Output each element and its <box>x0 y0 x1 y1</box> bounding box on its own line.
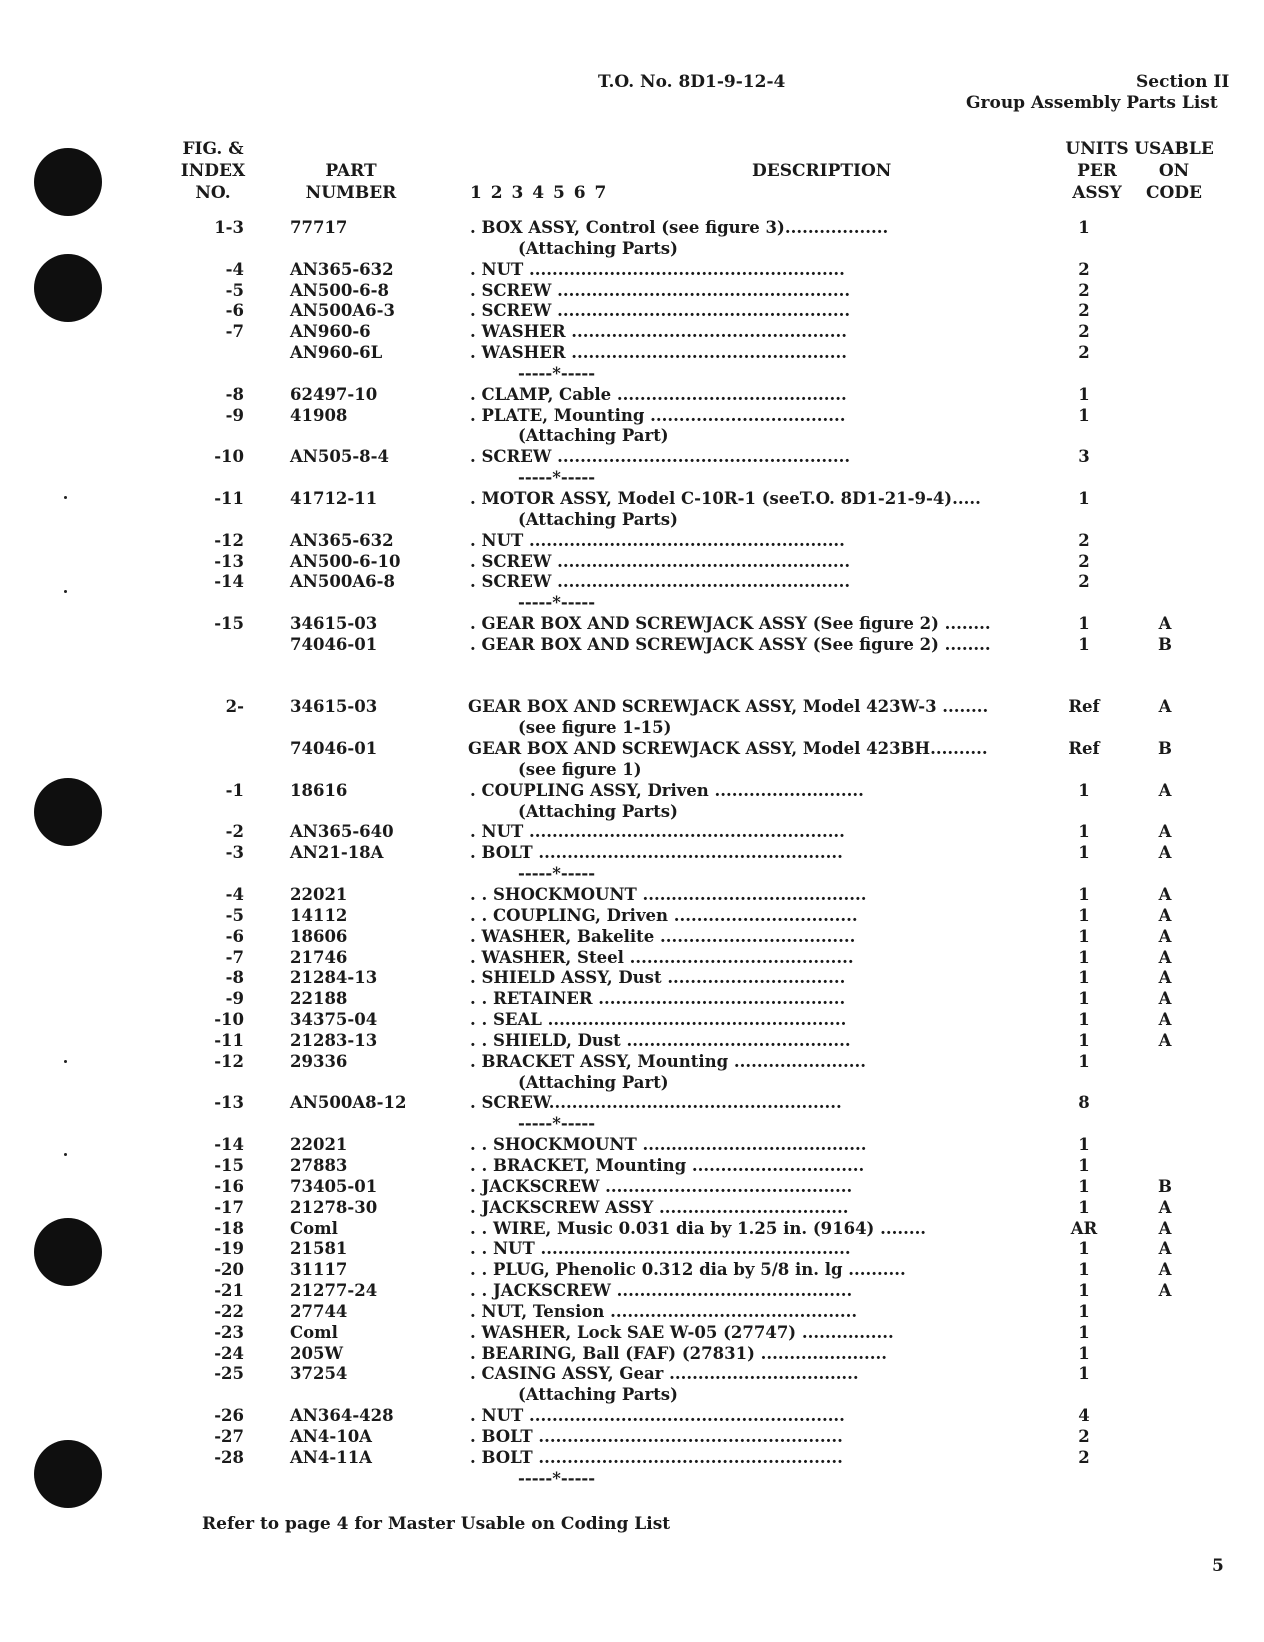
table-row <box>0 468 1264 489</box>
units-per-assy-cell: 1 <box>1078 634 1090 654</box>
table-row <box>0 885 1264 906</box>
description-cell: -----*----- <box>518 1114 596 1134</box>
description-cell: . WASHER, Steel ....................................... <box>470 947 854 967</box>
fig-index-cell: -19 <box>214 1239 244 1259</box>
table-row <box>0 1239 1264 1260</box>
usable-on-code-cell: A <box>1158 1010 1172 1030</box>
description-cell: . . SHOCKMOUNT ....................................... <box>470 1135 867 1155</box>
col-header-line: NO. <box>195 183 231 203</box>
fig-index-cell: -7 <box>225 322 244 342</box>
part-number-cell: 34375-04 <box>290 1010 378 1030</box>
table-row <box>0 1177 1264 1198</box>
description-cell: (see figure 1-15) <box>518 718 672 738</box>
part-number-cell: AN500A6-8 <box>290 572 395 592</box>
fig-index-cell: -9 <box>225 989 244 1009</box>
usable-on-code-cell: A <box>1158 926 1172 946</box>
units-per-assy-cell: 1 <box>1078 405 1090 425</box>
part-number-cell: AN500-6-10 <box>290 551 401 571</box>
description-cell: -----*----- <box>518 363 596 383</box>
usable-on-code-cell: B <box>1158 1176 1172 1196</box>
page-subtitle: Group Assembly Parts List <box>966 93 1218 113</box>
description-cell: . BOX ASSY, Control (see figure 3).................. <box>470 218 889 237</box>
table-row <box>0 1219 1264 1240</box>
description-cell: . COUPLING ASSY, Driven .......................... <box>470 780 864 800</box>
fig-index-cell: -4 <box>225 259 244 279</box>
units-per-assy-cell: 2 <box>1078 259 1090 279</box>
part-number-cell: 21278-30 <box>290 1197 378 1217</box>
table-row <box>0 239 1264 260</box>
description-cell: (Attaching Parts) <box>518 238 678 258</box>
part-number-cell: AN365-640 <box>290 822 394 842</box>
usable-on-code-cell: A <box>1158 780 1172 800</box>
fig-index-cell: 2- <box>225 697 244 717</box>
table-row <box>0 572 1264 593</box>
fig-index-cell: -5 <box>225 280 244 300</box>
col-header-indent-levels: 1 2 3 4 5 6 7 <box>470 183 607 203</box>
fig-index-cell: -12 <box>214 1051 244 1071</box>
description-cell: . BEARING, Ball (FAF) (27831) ...................... <box>470 1343 887 1363</box>
units-per-assy-cell: 2 <box>1078 343 1090 363</box>
part-number-cell: 74046-01 <box>290 634 378 654</box>
col-header-fig-index <box>176 138 250 204</box>
table-row <box>0 1073 1264 1094</box>
usable-on-code-cell: A <box>1158 697 1172 717</box>
fig-index-cell: 1-3 <box>214 218 244 237</box>
units-per-assy-cell: 1 <box>1078 1197 1090 1217</box>
table-row <box>0 927 1264 948</box>
col-header-line: ASSY <box>1072 183 1122 203</box>
units-per-assy-cell: Ref <box>1068 697 1100 717</box>
usable-on-code-cell: A <box>1158 1239 1172 1259</box>
table-row <box>0 1281 1264 1302</box>
part-number-cell: 37254 <box>290 1364 348 1384</box>
part-number-cell: 27744 <box>290 1301 348 1321</box>
parts-list <box>0 218 1264 1489</box>
fig-index-cell: -18 <box>214 1218 244 1238</box>
description-cell: . BRACKET ASSY, Mounting ....................... <box>470 1051 866 1071</box>
table-row <box>0 843 1264 864</box>
fig-index-cell: -27 <box>214 1426 244 1446</box>
table-row <box>0 301 1264 322</box>
part-number-cell: AN960-6 <box>290 322 371 342</box>
description-cell: (Attaching Part) <box>518 1072 669 1092</box>
table-row <box>0 1114 1264 1135</box>
part-number-cell: AN500A6-3 <box>290 301 395 321</box>
table-row <box>0 1135 1264 1156</box>
usable-on-code-cell: A <box>1158 1218 1172 1238</box>
part-number-cell: AN365-632 <box>290 259 394 279</box>
description-cell: GEAR BOX AND SCREWJACK ASSY, Model 423W-3 ........ <box>468 697 989 717</box>
description-cell: . . COUPLING, Driven ................................ <box>470 905 858 925</box>
part-number-cell: 31117 <box>290 1260 348 1280</box>
table-row <box>0 447 1264 468</box>
table-row <box>0 1010 1264 1031</box>
table-row <box>0 281 1264 302</box>
description-cell: . NUT, Tension ........................................... <box>470 1301 858 1321</box>
table-row <box>0 802 1264 823</box>
table-row <box>0 322 1264 343</box>
table-row <box>0 822 1264 843</box>
section-label: Section II <box>1136 72 1230 92</box>
table-row <box>0 1406 1264 1427</box>
table-row <box>0 718 1264 739</box>
fig-index-cell: -22 <box>214 1301 244 1321</box>
usable-on-code-cell: A <box>1158 989 1172 1009</box>
col-header-usable-on-code <box>1134 138 1214 204</box>
fig-index-cell: -11 <box>214 1030 244 1050</box>
col-header-line: PART <box>325 161 377 181</box>
units-per-assy-cell: 2 <box>1078 301 1090 321</box>
table-row <box>0 635 1264 656</box>
description-cell: . CASING ASSY, Gear ................................. <box>470 1364 859 1384</box>
usable-on-code-cell: A <box>1158 1030 1172 1050</box>
col-header-line: FIG. & <box>182 139 244 159</box>
description-cell: -----*----- <box>518 593 596 613</box>
fig-index-cell: -13 <box>214 551 244 571</box>
description-cell: . . BRACKET, Mounting .............................. <box>470 1155 865 1175</box>
table-row <box>0 760 1264 781</box>
description-cell: . JACKSCREW ASSY ................................. <box>470 1197 849 1217</box>
fig-index-cell: -7 <box>225 947 244 967</box>
table-row <box>0 426 1264 447</box>
fig-index-cell: -13 <box>214 1093 244 1113</box>
part-number-cell: 22021 <box>290 885 348 904</box>
fig-index-cell: -15 <box>214 614 244 634</box>
description-cell: . . NUT ...................................................... <box>470 1239 851 1259</box>
usable-on-code-cell: A <box>1158 1197 1172 1217</box>
units-per-assy-cell: 1 <box>1078 614 1090 634</box>
description-cell: -----*----- <box>518 1468 596 1488</box>
description-cell: -----*----- <box>518 468 596 488</box>
description-cell: . . WIRE, Music 0.031 dia by 1.25 in. (9164) ........ <box>470 1218 927 1238</box>
part-number-cell: AN4-11A <box>290 1447 372 1467</box>
description-cell: . NUT ....................................................... <box>470 530 845 550</box>
part-number-cell: 41908 <box>290 405 348 425</box>
description-cell: . WASHER ................................................ <box>470 343 848 363</box>
part-number-cell: 77717 <box>290 218 348 237</box>
fig-index-cell: -21 <box>214 1281 244 1301</box>
part-number-cell: AN500A8-12 <box>290 1093 407 1113</box>
description-cell: . NUT ....................................................... <box>470 259 845 279</box>
fig-index-cell: -3 <box>225 843 244 863</box>
table-row <box>0 510 1264 531</box>
units-per-assy-cell: 1 <box>1078 885 1090 904</box>
col-header-description: DESCRIPTION <box>752 161 892 181</box>
table-row <box>0 552 1264 573</box>
description-cell: . . SHOCKMOUNT ....................................... <box>470 885 867 904</box>
units-per-assy-cell: 1 <box>1078 822 1090 842</box>
units-per-assy-cell: 2 <box>1078 322 1090 342</box>
part-number-cell: 21284-13 <box>290 968 378 988</box>
units-per-assy-cell: 2 <box>1078 1447 1090 1467</box>
table-row <box>0 864 1264 885</box>
table-row <box>0 1052 1264 1073</box>
description-cell: . NUT ....................................................... <box>470 1406 845 1426</box>
usable-on-code-cell: A <box>1158 968 1172 988</box>
fig-index-cell: -24 <box>214 1343 244 1363</box>
part-number-cell: 34615-03 <box>290 614 378 634</box>
description-cell: (Attaching Parts) <box>518 1385 678 1405</box>
part-number-cell: 21283-13 <box>290 1030 378 1050</box>
usable-on-code-cell: B <box>1158 634 1172 654</box>
fig-index-cell: -8 <box>225 968 244 988</box>
table-row <box>0 1469 1264 1490</box>
table-row <box>0 1302 1264 1323</box>
units-per-assy-cell: 1 <box>1078 843 1090 863</box>
col-header-line: USABLE <box>1134 139 1214 159</box>
units-per-assy-cell: 1 <box>1078 1030 1090 1050</box>
fig-index-cell: -25 <box>214 1364 244 1384</box>
units-per-assy-cell: 1 <box>1078 1135 1090 1155</box>
description-cell: . BOLT ..................................................... <box>470 843 843 863</box>
description-cell: . SHIELD ASSY, Dust ............................... <box>470 968 846 988</box>
units-per-assy-cell: 1 <box>1078 989 1090 1009</box>
units-per-assy-cell: 4 <box>1078 1406 1090 1426</box>
part-number-cell: 29336 <box>290 1051 348 1071</box>
description-cell: . . PLUG, Phenolic 0.312 dia by 5/8 in. lg .......... <box>470 1260 906 1280</box>
table-row <box>0 343 1264 364</box>
description-cell: . . JACKSCREW ......................................... <box>470 1281 853 1301</box>
table-row <box>0 1031 1264 1052</box>
col-header-part-number <box>296 160 406 204</box>
description-cell: . WASHER ................................................ <box>470 322 848 342</box>
part-number-cell: 74046-01 <box>290 739 378 759</box>
table-row <box>0 260 1264 281</box>
table-row <box>0 593 1264 614</box>
fig-index-cell: -15 <box>214 1155 244 1175</box>
part-number-cell: 22188 <box>290 989 348 1009</box>
fig-index-cell: -10 <box>214 1010 244 1030</box>
units-per-assy-cell: AR <box>1070 1218 1098 1238</box>
fig-index-cell: -20 <box>214 1260 244 1280</box>
units-per-assy-cell: 1 <box>1078 905 1090 925</box>
description-cell: (Attaching Parts) <box>518 801 678 821</box>
units-per-assy-cell: 1 <box>1078 968 1090 988</box>
col-header-line: NUMBER <box>305 183 397 203</box>
binder-hole-1 <box>34 148 102 216</box>
part-number-cell: 21277-24 <box>290 1281 378 1301</box>
units-per-assy-cell: 1 <box>1078 1260 1090 1280</box>
fig-index-cell: -16 <box>214 1176 244 1196</box>
part-number-cell: AN505-8-4 <box>290 447 389 467</box>
fig-index-cell: -17 <box>214 1197 244 1217</box>
units-per-assy-cell: 1 <box>1078 218 1090 237</box>
usable-on-code-cell: A <box>1158 905 1172 925</box>
part-number-cell: AN960-6L <box>290 343 383 363</box>
units-per-assy-cell: 1 <box>1078 1051 1090 1071</box>
part-number-cell: 34615-03 <box>290 697 378 717</box>
units-per-assy-cell: 2 <box>1078 280 1090 300</box>
part-number-cell: AN500-6-8 <box>290 280 389 300</box>
description-cell: . NUT ....................................................... <box>470 822 845 842</box>
table-row <box>0 1198 1264 1219</box>
description-cell: . . SHIELD, Dust ....................................... <box>470 1030 851 1050</box>
part-number-cell: AN4-10A <box>290 1426 372 1446</box>
description-cell: . SCREW ................................................... <box>470 447 851 467</box>
units-per-assy-cell: 1 <box>1078 1239 1090 1259</box>
table-row <box>0 531 1264 552</box>
table-row <box>0 781 1264 802</box>
units-per-assy-cell: 2 <box>1078 530 1090 550</box>
fig-index-cell: -5 <box>225 905 244 925</box>
units-per-assy-cell: 1 <box>1078 384 1090 404</box>
fig-index-cell: -6 <box>225 926 244 946</box>
fig-index-cell: -4 <box>225 885 244 904</box>
part-number-cell: 21746 <box>290 947 348 967</box>
table-row <box>0 906 1264 927</box>
units-per-assy-cell: 1 <box>1078 947 1090 967</box>
to-number: T.O. No. 8D1-9-12-4 <box>598 72 786 92</box>
description-cell: (Attaching Part) <box>518 426 669 446</box>
units-per-assy-cell: 1 <box>1078 1155 1090 1175</box>
usable-on-code-cell: A <box>1158 822 1172 842</box>
part-number-cell: 22021 <box>290 1135 348 1155</box>
page-number: 5 <box>1212 1556 1224 1576</box>
table-row <box>0 697 1264 718</box>
units-per-assy-cell: 2 <box>1078 572 1090 592</box>
fig-index-cell: -11 <box>214 488 244 508</box>
part-number-cell: 18606 <box>290 926 348 946</box>
table-row <box>0 968 1264 989</box>
description-cell: . CLAMP, Cable ........................................ <box>470 384 847 404</box>
fig-index-cell: -14 <box>214 1135 244 1155</box>
description-cell: . . RETAINER ........................................... <box>470 989 846 1009</box>
units-per-assy-cell: 1 <box>1078 1010 1090 1030</box>
units-per-assy-cell: Ref <box>1068 739 1100 759</box>
description-cell: . WASHER, Lock SAE W-05 (27747) ................ <box>470 1322 894 1342</box>
fig-index-cell: -23 <box>214 1322 244 1342</box>
table-row <box>0 614 1264 635</box>
fig-index-cell: -1 <box>225 780 244 800</box>
usable-on-code-cell: A <box>1158 885 1172 904</box>
description-cell: . SCREW ................................................... <box>470 572 851 592</box>
usable-on-code-cell: A <box>1158 1260 1172 1280</box>
description-cell: . SCREW................................................... <box>470 1093 842 1113</box>
description-cell: -----*----- <box>518 864 596 884</box>
units-per-assy-cell: 1 <box>1078 1343 1090 1363</box>
units-per-assy-cell: 1 <box>1078 1281 1090 1301</box>
description-cell: . WASHER, Bakelite .................................. <box>470 926 856 946</box>
table-row <box>0 1364 1264 1385</box>
table-row <box>0 1156 1264 1177</box>
table-row <box>0 948 1264 969</box>
part-number-cell: 14112 <box>290 905 348 925</box>
col-header-line: PER <box>1077 161 1117 181</box>
table-row <box>0 489 1264 510</box>
units-per-assy-cell: 1 <box>1078 926 1090 946</box>
fig-index-cell: -6 <box>225 301 244 321</box>
fig-index-cell: -12 <box>214 530 244 550</box>
table-row <box>0 1385 1264 1406</box>
usable-on-code-cell: A <box>1158 1281 1172 1301</box>
units-per-assy-cell: 1 <box>1078 1364 1090 1384</box>
description-cell: GEAR BOX AND SCREWJACK ASSY, Model 423BH.......... <box>468 739 988 759</box>
units-per-assy-cell: 1 <box>1078 1176 1090 1196</box>
part-number-cell: 62497-10 <box>290 384 378 404</box>
fig-index-cell: -28 <box>214 1447 244 1467</box>
description-cell: (see figure 1) <box>518 759 642 779</box>
part-number-cell: Coml <box>290 1218 338 1238</box>
description-cell: . MOTOR ASSY, Model C-10R-1 (seeT.O. 8D1-21-9-4)..... <box>470 488 981 508</box>
units-per-assy-cell: 1 <box>1078 488 1090 508</box>
table-row <box>0 218 1264 239</box>
units-per-assy-cell: 1 <box>1078 1301 1090 1321</box>
units-per-assy-cell: 3 <box>1078 447 1090 467</box>
usable-on-code-cell: A <box>1158 614 1172 634</box>
description-cell: . GEAR BOX AND SCREWJACK ASSY (See figure 2) ........ <box>470 614 991 634</box>
table-row <box>0 1344 1264 1365</box>
table-row <box>0 1093 1264 1114</box>
part-number-cell: 205W <box>290 1343 343 1363</box>
usable-on-code-cell: B <box>1158 739 1172 759</box>
col-header-units-per-assy <box>1060 138 1134 204</box>
description-cell: . BOLT ..................................................... <box>470 1426 843 1446</box>
description-cell: . . SEAL .................................................... <box>470 1010 847 1030</box>
col-header-line: ON <box>1158 161 1190 181</box>
usable-on-code-cell: A <box>1158 947 1172 967</box>
part-number-cell: AN365-632 <box>290 530 394 550</box>
fig-index-cell: -2 <box>225 822 244 842</box>
description-cell: . GEAR BOX AND SCREWJACK ASSY (See figure 2) ........ <box>470 634 991 654</box>
col-header-line: INDEX <box>180 161 246 181</box>
units-per-assy-cell: 1 <box>1078 780 1090 800</box>
table-row <box>0 364 1264 385</box>
fig-index-cell: -26 <box>214 1406 244 1426</box>
fig-index-cell: -9 <box>225 405 244 425</box>
table-row <box>0 1260 1264 1281</box>
usable-on-code-cell: A <box>1158 843 1172 863</box>
part-number-cell: 27883 <box>290 1155 348 1175</box>
table-row <box>0 385 1264 406</box>
units-per-assy-cell: 2 <box>1078 1426 1090 1446</box>
fig-index-cell: -10 <box>214 447 244 467</box>
table-row <box>0 406 1264 427</box>
part-number-cell: 21581 <box>290 1239 348 1259</box>
description-cell: . SCREW ................................................... <box>470 280 851 300</box>
table-row <box>0 1448 1264 1469</box>
table-row <box>0 1323 1264 1344</box>
description-cell: . SCREW ................................................... <box>470 301 851 321</box>
part-number-cell: 41712-11 <box>290 488 378 508</box>
part-number-cell: AN21-18A <box>290 843 384 863</box>
col-header-line: CODE <box>1145 183 1203 203</box>
part-number-cell: AN364-428 <box>290 1406 394 1426</box>
table-row <box>0 989 1264 1010</box>
part-number-cell: Coml <box>290 1322 338 1342</box>
units-per-assy-cell: 1 <box>1078 1322 1090 1342</box>
units-per-assy-cell: 2 <box>1078 551 1090 571</box>
col-header-line: UNITS <box>1065 139 1129 159</box>
table-row <box>0 1427 1264 1448</box>
description-cell: . JACKSCREW ........................................... <box>470 1176 853 1196</box>
table-row <box>0 656 1264 677</box>
part-number-cell: 73405-01 <box>290 1176 378 1196</box>
description-cell: (Attaching Parts) <box>518 509 678 529</box>
footnote: Refer to page 4 for Master Usable on Coding List <box>202 1514 671 1534</box>
part-number-cell: 18616 <box>290 780 348 800</box>
units-per-assy-cell: 8 <box>1078 1093 1090 1113</box>
description-cell: . BOLT ..................................................... <box>470 1447 843 1467</box>
description-cell: . SCREW ................................................... <box>470 551 851 571</box>
table-row <box>0 677 1264 698</box>
description-cell: . PLATE, Mounting .................................. <box>470 405 846 425</box>
fig-index-cell: -14 <box>214 572 244 592</box>
table-row <box>0 739 1264 760</box>
fig-index-cell: -8 <box>225 384 244 404</box>
